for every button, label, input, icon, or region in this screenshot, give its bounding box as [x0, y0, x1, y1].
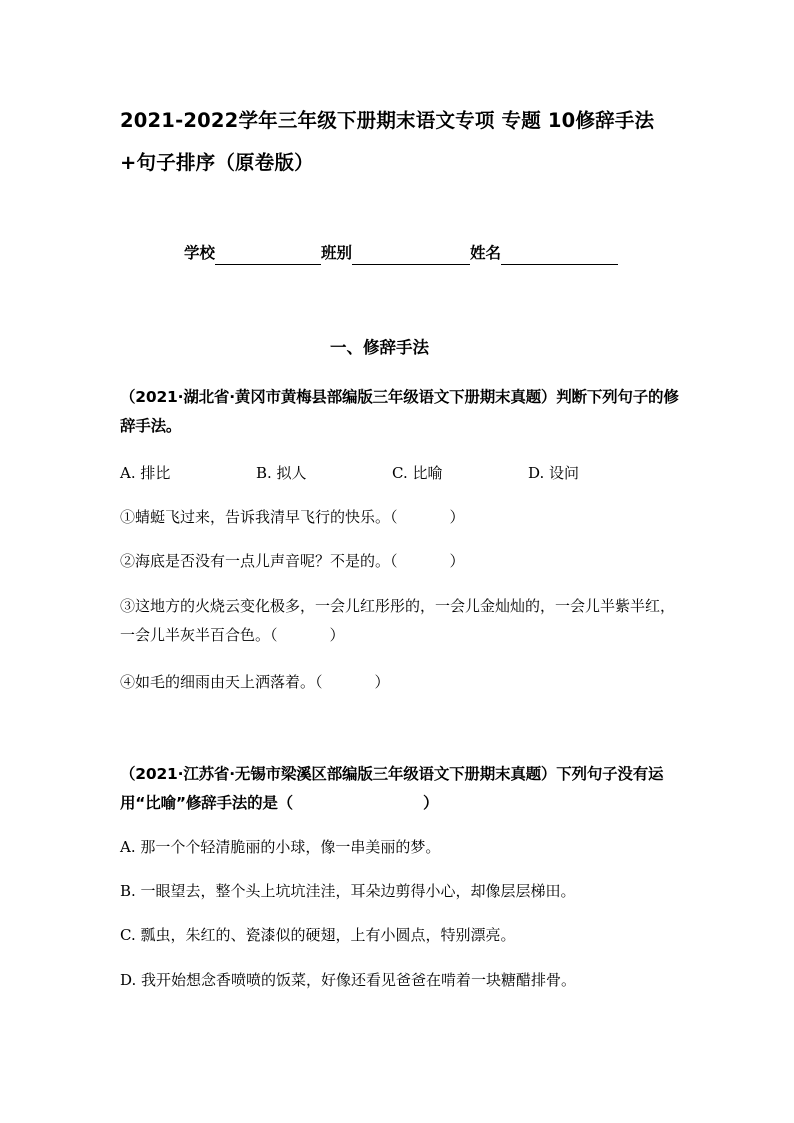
q1-item-2: ②海底是否没有一点儿声音呢？不是的。（ ）: [120, 552, 465, 570]
question-1-head: （2021·湖北省·黄冈市黄梅县部编版三年级语文下册期末真题）判断下列句子的修辞手法。: [120, 388, 679, 435]
document-title: 2021-2022学年三年级下册期末语文专项 专题 10修辞手法+句子排序（原卷版）: [120, 109, 655, 174]
name-blank[interactable]: [501, 244, 618, 265]
q2-option-a: A. 那一个个轻清脆丽的小球，像一串美丽的梦。: [120, 838, 441, 856]
option-b: B. 拟人: [256, 464, 307, 482]
option-c: C. 比喻: [392, 464, 443, 482]
q1-item-1: ①蜻蜓飞过来，告诉我清早飞行的快乐。（ ）: [120, 508, 465, 526]
q2-option-b: B. 一眼望去，整个头上坑坑洼洼，耳朵边剪得小心，却像层层梯田。: [120, 882, 576, 900]
q1-item-4: ④如毛的细雨由天上洒落着。（ ）: [120, 673, 390, 691]
option-a: A. 排比: [120, 464, 171, 482]
q2-option-d: D. 我开始想念香喷喷的饭菜，好像还看见爸爸在啃着一块糖醋排骨。: [120, 971, 577, 989]
q1-item-3: ③这地方的火烧云变化极多，一会儿红彤彤的，一会儿金灿灿的，一会儿半紫半红，一会儿半灰半百合色。（ ）: [120, 597, 676, 644]
class-blank[interactable]: [352, 244, 470, 265]
school-label: 学校: [184, 244, 216, 262]
section-title: 一、修辞手法: [330, 338, 429, 357]
question-2-head: （2021·江苏省·无锡市梁溪区部编版三年级语文下册期末真题）下列句子没有运用“比喻”修辞手法的是（ ）: [120, 765, 664, 812]
q2-option-c: C. 瓢虫，朱红的、瓷漆似的硬翅，上有小圆点，特别漂亮。: [120, 926, 516, 944]
name-label: 姓名: [470, 244, 502, 262]
option-d: D. 设问: [528, 464, 580, 482]
student-info-row: [184, 241, 618, 265]
class-label: 班别: [321, 244, 353, 262]
school-blank[interactable]: [215, 244, 321, 265]
